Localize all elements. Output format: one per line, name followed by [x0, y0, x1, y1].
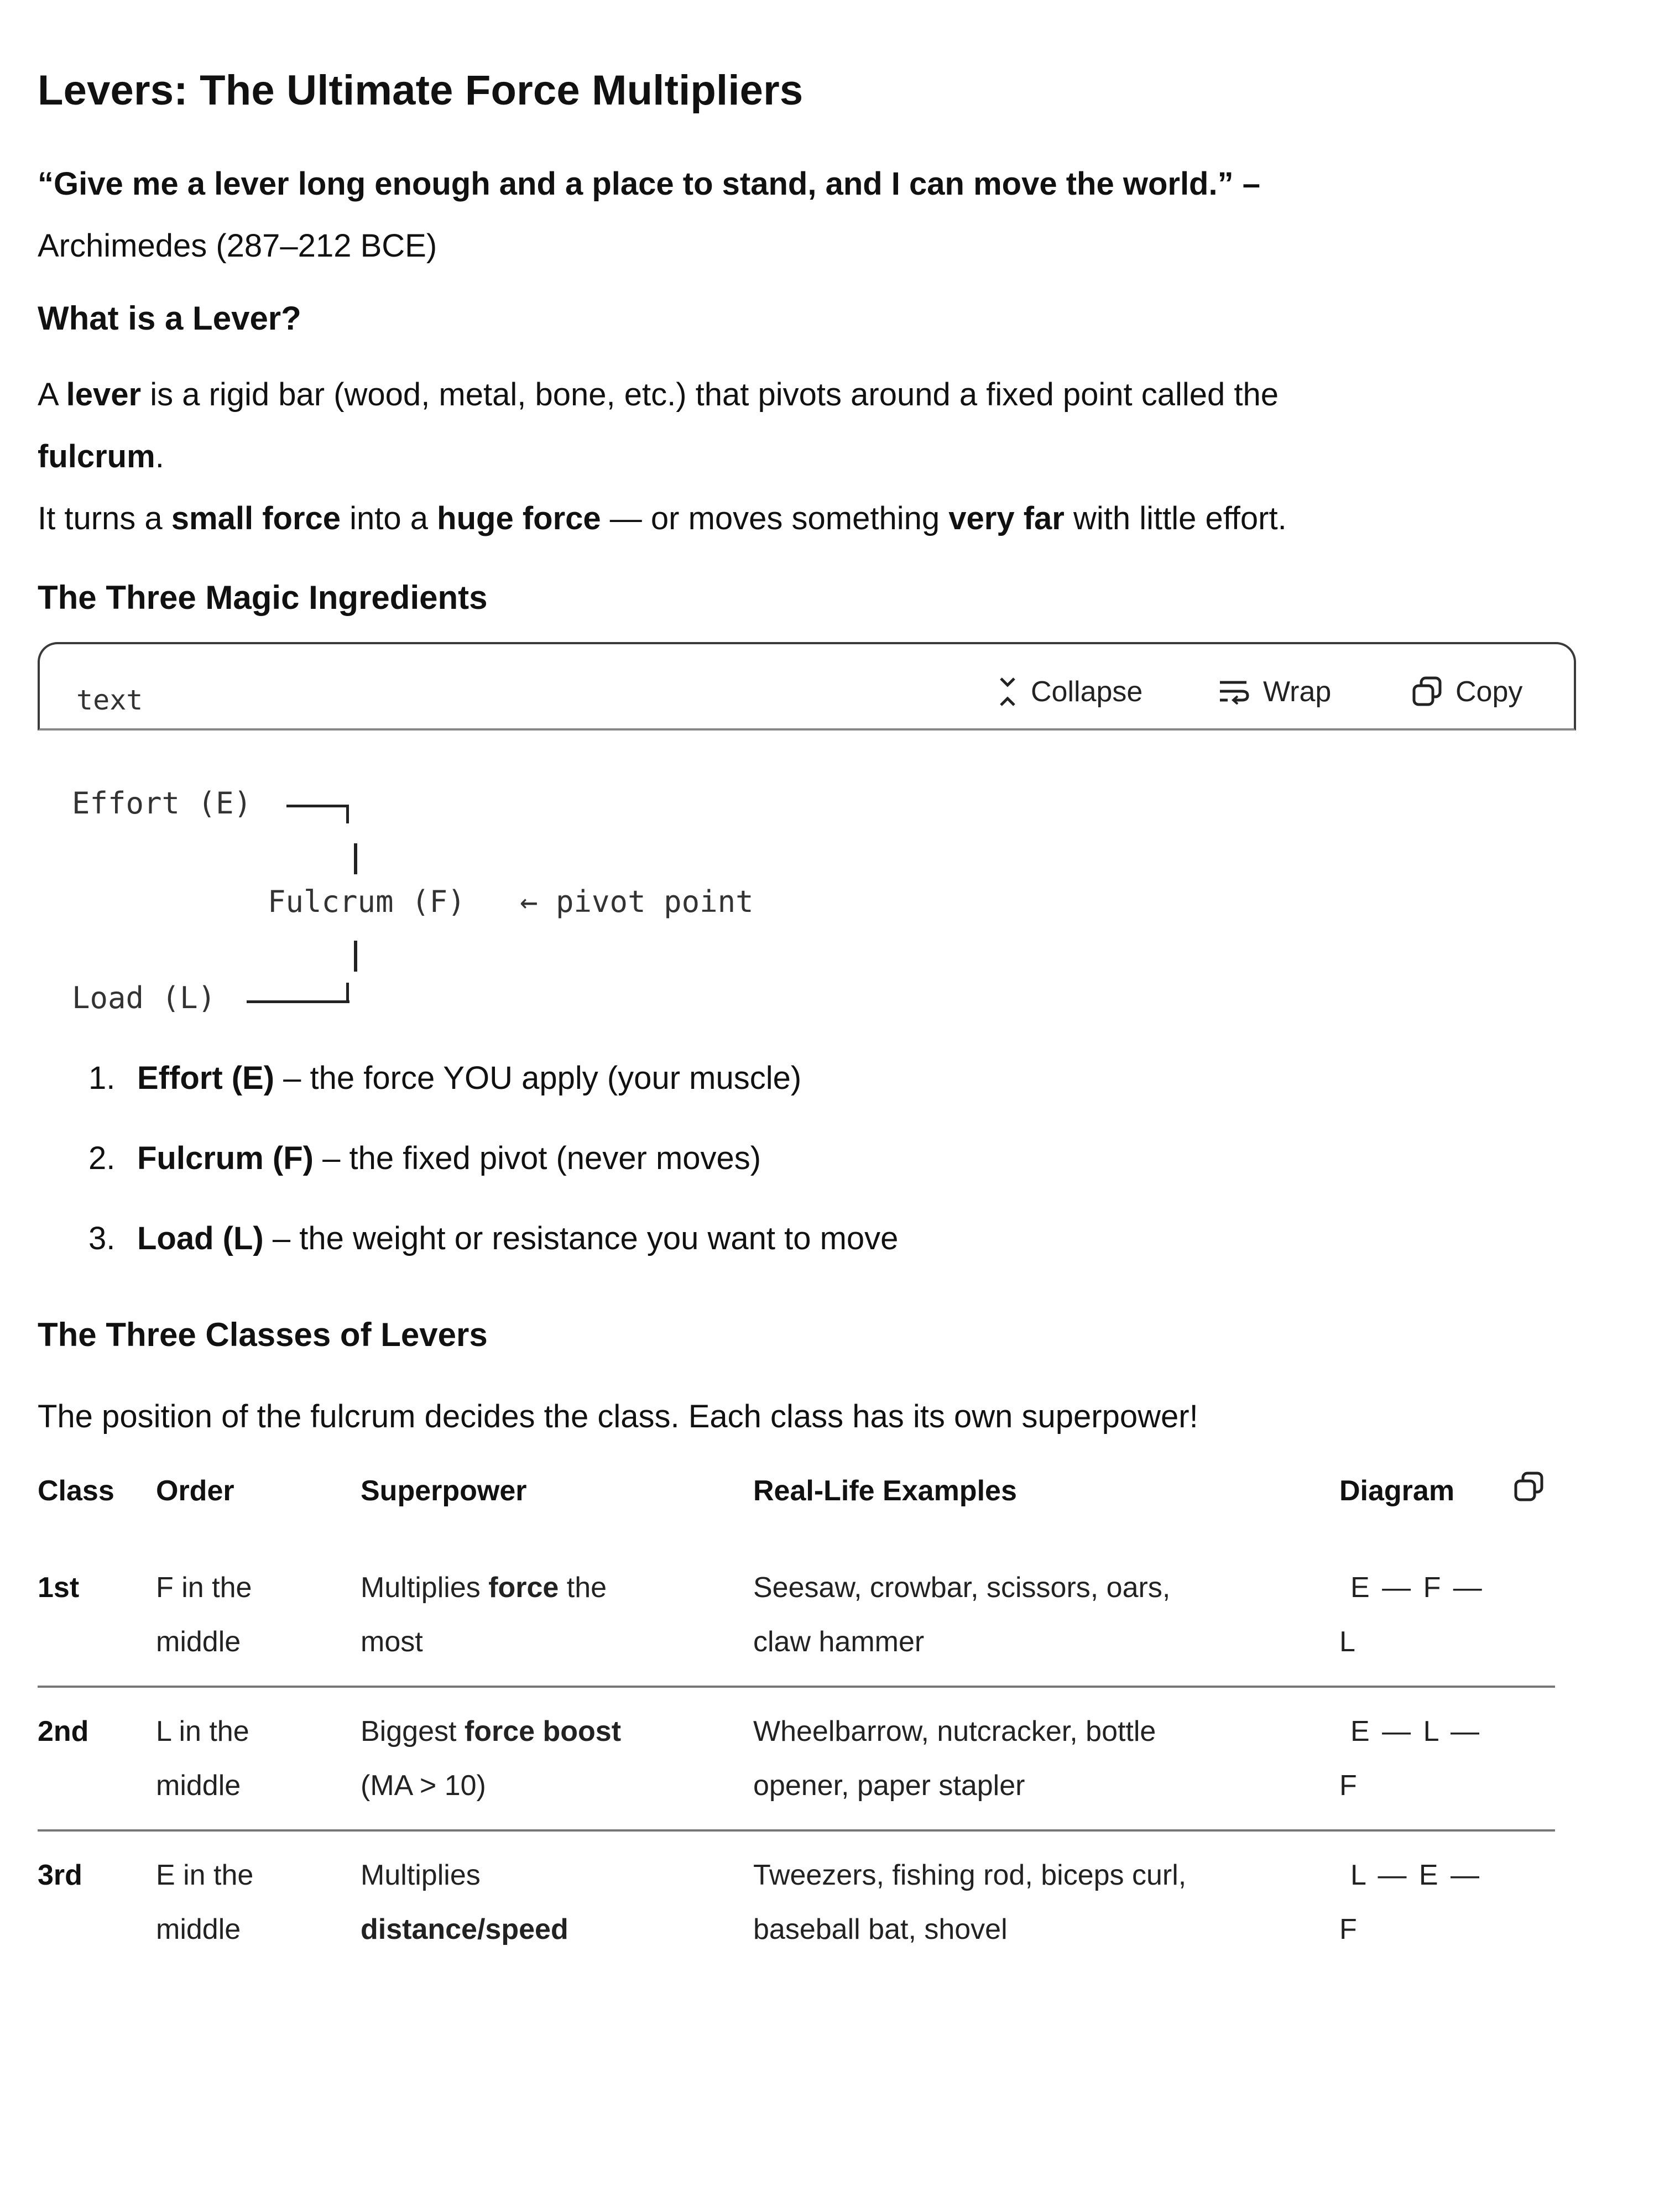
page-title: Levers: The Ultimate Force Multipliers — [38, 67, 804, 114]
table-row — [38, 1544, 1555, 1687]
header-superpower: Superpower — [361, 1475, 527, 1507]
code-language-label: text — [76, 684, 143, 716]
wrap-icon — [1218, 679, 1251, 705]
cell-diagram: E — F — L — [1339, 1544, 1555, 1687]
lever-classes-table — [38, 1474, 1555, 1973]
header-order: Order — [156, 1475, 234, 1507]
pivot-point-note: ← pivot point — [520, 884, 754, 919]
collapse-label: Collapse — [1031, 676, 1143, 708]
effort-connector — [286, 805, 348, 807]
table-row — [38, 1830, 1555, 1973]
cell-class: 3rd — [38, 1859, 82, 1891]
load-connector — [247, 1000, 349, 1003]
copy-table-button[interactable] — [1513, 1471, 1545, 1510]
header-examples: Real-Life Examples — [753, 1475, 1017, 1507]
effort-connector-corner — [346, 805, 349, 823]
cell-diagram: E — L — F — [1339, 1687, 1555, 1830]
collapse-button[interactable] — [997, 675, 1142, 708]
header-class: Class — [38, 1475, 114, 1507]
quote-text: “Give me a lever long enough and a place to stand, and I can move the world.” – — [38, 166, 1260, 202]
load-label: Load (L) — [72, 980, 216, 1015]
list-item: 2. Fulcrum (F) – the fixed pivot (never moves) — [88, 1140, 761, 1176]
cell-class: 2nd — [38, 1687, 156, 1830]
cell-diagram: L — E — F — [1339, 1859, 1482, 1945]
cell-superpower: Multiplies distance/speed — [361, 1859, 568, 1945]
fulcrum-label: Fulcrum (F) — [268, 884, 466, 919]
effort-label: Effort (E) — [72, 786, 252, 821]
collapse-icon — [997, 675, 1019, 708]
cell-order: E in the middle — [156, 1859, 254, 1945]
lower-vertical-line — [354, 941, 357, 972]
lever-ascii-diagram — [38, 731, 1576, 1040]
lever-purpose: It turns a small force into a huge force — or moves something very far with little effort. — [38, 500, 1287, 536]
cell-examples: Tweezers, fishing rod, biceps curl, baseball bat, shovel — [753, 1859, 1187, 1945]
cell-class: 1st — [38, 1544, 156, 1687]
quote-attribution: Archimedes (287–212 BCE) — [38, 228, 437, 264]
copy-button[interactable] — [1411, 675, 1522, 708]
copy-icon — [1513, 1471, 1545, 1503]
cell-examples: Wheelbarrow, nutcracker, bottle opener, paper stapler — [753, 1687, 1339, 1830]
classes-heading: The Three Classes of Levers — [38, 1316, 488, 1353]
load-connector-corner — [346, 983, 349, 1001]
cell-examples: Seesaw, crowbar, scissors, oars, claw hammer — [753, 1544, 1339, 1687]
cell-superpower: Biggest force boost (MA > 10) — [361, 1687, 753, 1830]
upper-vertical-line — [354, 843, 357, 874]
cell-superpower: Multiplies force the most — [361, 1544, 753, 1687]
classes-intro: The position of the fulcrum decides the class. Each class has its own superpower! — [38, 1399, 1198, 1434]
what-is-heading: What is a Lever? — [38, 300, 301, 337]
wrap-label: Wrap — [1263, 676, 1332, 708]
list-item: 1. Effort (E) – the force YOU apply (your muscle) — [88, 1060, 802, 1096]
table-row — [38, 1687, 1555, 1830]
header-diagram: Diagram — [1339, 1474, 1555, 1544]
lever-definition: A lever is a rigid bar (wood, metal, bone, etc.) that pivots around a fixed point called the fulcrum. — [38, 377, 1279, 474]
cell-order: L in the middle — [156, 1687, 361, 1830]
archimedes-quote — [38, 153, 1659, 277]
copy-label: Copy — [1455, 676, 1523, 708]
table-header-row — [38, 1474, 1555, 1544]
code-block-header — [38, 642, 1576, 731]
copy-icon — [1411, 676, 1443, 708]
wrap-button[interactable] — [1218, 675, 1331, 708]
ingredients-list — [38, 1062, 1659, 1255]
ingredients-heading: The Three Magic Ingredients — [38, 579, 488, 616]
list-item: 3. Load (L) – the weight or resistance you want to move — [88, 1220, 899, 1256]
cell-order: F in the middle — [156, 1544, 361, 1687]
